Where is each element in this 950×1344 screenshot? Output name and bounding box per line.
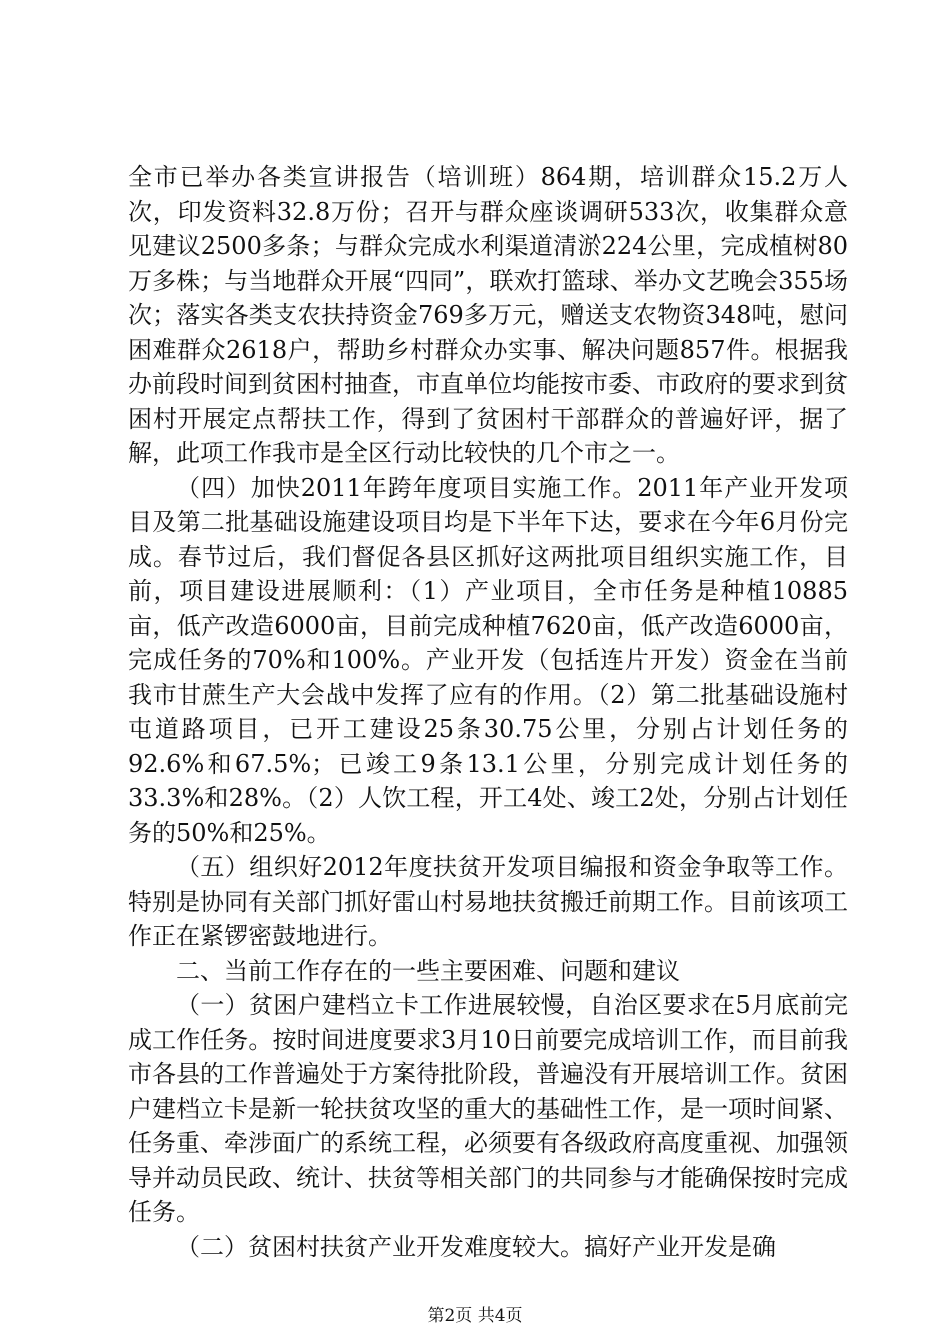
section-heading: 二、当前工作存在的一些主要困难、问题和建议 — [176, 956, 680, 985]
paragraph: （五）组织好2012年度扶贫开发项目编报和资金争取等工作。特别是协同有关部门抓好雷山村易地扶贫搬迁前期工作。目前该项工作正在紧锣密鼓地进行。 — [128, 853, 848, 950]
paragraph: 全市已举办各类宣讲报告（培训班）864期，培训群众15.2万人次，印发资料32.8万份；召开与群众座谈调研533次，收集群众意见建议2500多条；与群众完成水利渠道清淤224公里，完成植树80万多株；与当地群众开展“四同”，联欢打篮球、举办文艺晚会355场次；落实各类支农扶持资金769多万元，赠送支农物资348吨，慰问困难群众2618户，帮助乡村群众办实事、解决问题857件。根据我办前段时间到贫困村抽查，市直单位均能按市委、市政府的要求到贫困村开展定点帮扶工作，得到了贫困村干部群众的普遍好评，据了解，此项工作我市是全区行动比较快的几个市之一。 — [128, 163, 848, 467]
document-body — [128, 160, 848, 1264]
page-number-footer: 第2页 共4页 — [427, 1306, 523, 1326]
paragraph: （二）贫困村扶贫产业开发难度较大。搞好产业开发是确 — [176, 1232, 776, 1261]
paragraph: （一）贫困户建档立卡工作进展较慢，自治区要求在5月底前完成工作任务。按时间进度要求3月10日前要完成培训工作，而目前我市各县的工作普遍处于方案待批阶段，普遍没有开展培训工作。贫困户建档立卡是新一轮扶贫攻坚的重大的基础性工作，是一项时间紧、任务重、牵涉面广的系统工程，必须要有各级政府高度重视、加强领导并动员民政、统计、扶贫等相关部门的共同参与才能确保按时完成任务。 — [128, 991, 848, 1226]
paragraph: （四）加快2011年跨年度项目实施工作。2011年产业开发项目及第二批基础设施建设项目均是下半年下达，要求在今年6月份完成。春节过后，我们督促各县区抓好这两批项目组织实施工作，目前，项目建设进展顺利：（1）产业项目，全市任务是种植10885亩，低产改造6000亩，目前完成种植7620亩，低产改造6000亩，完成任务的70%和100%。产业开发（包括连片开发）资金在当前我市甘蔗生产大会战中发挥了应有的作用。（2）第二批基础设施村屯道路项目，已开工建设25条30.75公里，分别占计划任务的92.6%和67.5%；已竣工9条13.1公里，分别完成计划任务的33.3%和28%。（2）人饮工程，开工4处、竣工2处，分别占计划任务的50%和25%。 — [128, 473, 848, 847]
